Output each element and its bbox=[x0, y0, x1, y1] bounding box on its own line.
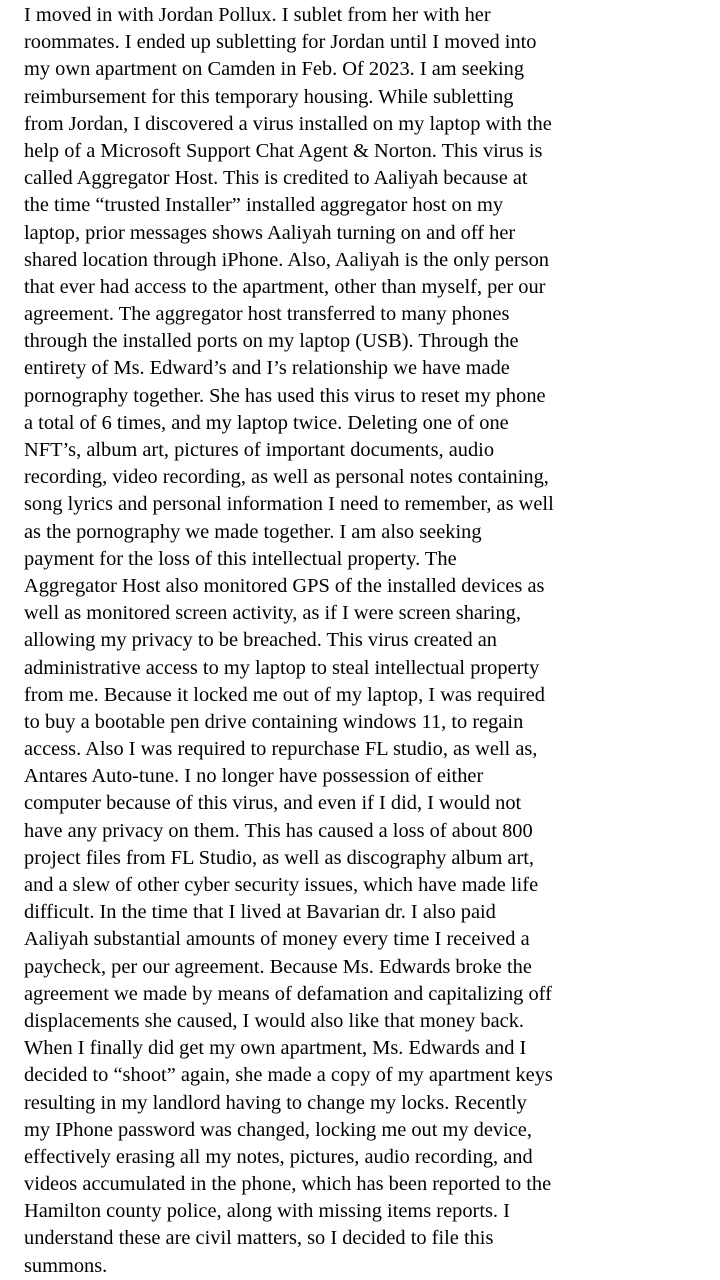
text-line: agreement we made by means of defamation and capitalizing off bbox=[24, 982, 552, 1005]
text-line: my IPhone password was changed, locking me out my device, bbox=[24, 1118, 532, 1141]
text-line: have any privacy on them. This has caused a loss of about 800 bbox=[24, 819, 533, 842]
text-line: as the pornography we made together. I am also seeking bbox=[24, 520, 482, 543]
text-line: agreement. The aggregator host transferred to many phones bbox=[24, 303, 510, 326]
text-line: Antares Auto-tune. I no longer have possession of either bbox=[24, 765, 484, 788]
text-line: through the installed ports on my laptop (USB). Through the bbox=[24, 330, 519, 353]
text-line: my own apartment on Camden in Feb. Of 2023. I am seeking bbox=[24, 58, 525, 81]
text-line: effectively erasing all my notes, pictures, audio recording, and bbox=[24, 1145, 533, 1168]
text-line: well as monitored screen activity, as if I were screen sharing, bbox=[24, 602, 521, 625]
text-line: allowing my privacy to be breached. This virus created an bbox=[24, 629, 497, 652]
text-line: difficult. In the time that I lived at Bavarian dr. I also paid bbox=[24, 901, 496, 924]
text-line: the time “trusted Installer” installed aggregator host on my bbox=[24, 194, 504, 217]
text-line: pornography together. She has used this virus to reset my phone bbox=[24, 384, 546, 407]
text-line: and a slew of other cyber security issues, which have made life bbox=[24, 874, 539, 896]
text-line: computer because of this virus, and even if I did, I would not bbox=[24, 792, 522, 815]
text-line: When I finally did get my own apartment, Ms. Edwards and I bbox=[24, 1037, 527, 1060]
text-line: help of a Microsoft Support Chat Agent & Norton. This virus is bbox=[24, 139, 543, 162]
text-line: NFT’s, album art, pictures of important documents, audio bbox=[24, 439, 495, 461]
text-line: resulting in my landlord having to change my locks. Recently bbox=[24, 1091, 527, 1114]
text-line: I moved in with Jordan Pollux. I sublet from her with her bbox=[24, 4, 491, 26]
text-line: from Jordan, I discovered a virus installed on my laptop with the bbox=[24, 112, 552, 135]
text-line: shared location through iPhone. Also, Aaliyah is the only person bbox=[24, 248, 549, 271]
text-line: to buy a bootable pen drive containing windows 11, to regain bbox=[24, 710, 524, 733]
text-line: understand these are civil matters, so I decided to file this bbox=[24, 1227, 494, 1250]
text-line: recording, video recording, as well as personal notes containing, bbox=[24, 466, 549, 489]
text-line: that ever had access to the apartment, other than myself, per our bbox=[24, 275, 546, 298]
text-line: videos accumulated in the phone, which has been reported to the bbox=[24, 1173, 552, 1196]
text-line: from me. Because it locked me out of my laptop, I was required bbox=[24, 683, 545, 706]
text-line: paycheck, per our agreement. Because Ms. Edwards broke the bbox=[24, 955, 532, 978]
text-line: displacements she caused, I would also like that money back. bbox=[24, 1009, 524, 1032]
text-line: called Aggregator Host. This is credited to Aaliyah because at bbox=[24, 167, 528, 190]
text-line: a total of 6 times, and my laptop twice. Deleting one of one bbox=[24, 411, 509, 434]
text-line: project files from FL Studio, as well as discography album art, bbox=[24, 846, 535, 869]
text-line: reimbursement for this temporary housing. While subletting bbox=[24, 85, 514, 108]
text-line: payment for the loss of this intellectual property. The bbox=[24, 547, 457, 570]
text-line: laptop, prior messages shows Aaliyah turning on and off her bbox=[24, 221, 516, 244]
text-line: decided to “shoot” again, she made a copy of my apartment keys bbox=[24, 1064, 553, 1087]
text-line: Hamilton county police, along with missing items reports. I bbox=[24, 1200, 510, 1223]
text-line: Aaliyah substantial amounts of money every time I received a bbox=[24, 928, 530, 951]
text-line: administrative access to my laptop to steal intellectual property bbox=[24, 656, 540, 679]
text-line: song lyrics and personal information I need to remember, as well bbox=[24, 493, 554, 516]
document-paragraph bbox=[24, 2, 704, 1280]
text-line: entirety of Ms. Edward’s and I’s relationship we have made bbox=[24, 357, 510, 380]
text-line: access. Also I was required to repurchase FL studio, as well as, bbox=[24, 738, 538, 761]
text-line: roommates. I ended up subletting for Jordan until I moved into bbox=[24, 31, 537, 54]
text-line: summons. bbox=[24, 1254, 108, 1277]
text-line: Aggregator Host also monitored GPS of the installed devices as bbox=[24, 574, 545, 597]
